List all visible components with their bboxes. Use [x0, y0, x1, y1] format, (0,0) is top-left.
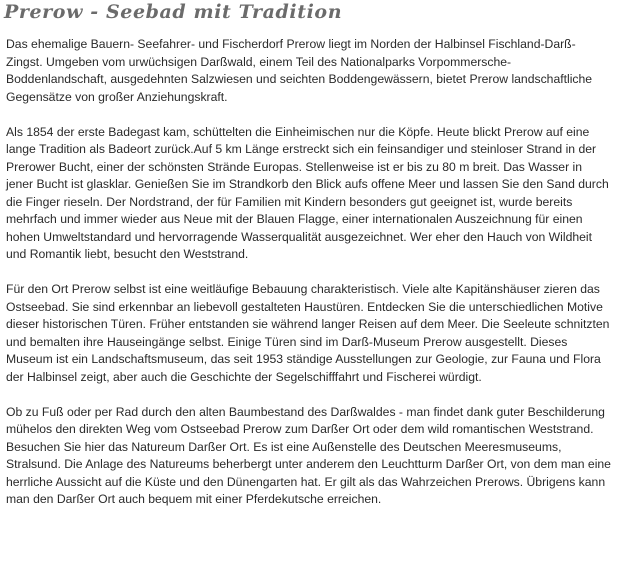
paragraph-town: Für den Ort Prerow selbst ist eine weitläufige Bebauung charakteristisch. Viele alte Kapitänshäuser zieren das Ostseebad. Sie sind erkennbar an liebevoll gestalteten Haustüren. Entdecken Sie die unterschiedlichen Motive dieser historischen Türen. Früher entstanden sie während langer Reisen auf dem Meer. Die Seeleute schnitzten und bemalten ihre Hauseingänge selbst. Einige Türen sind im Darß-Museum Prerow ausgestellt. Dieses Museum ist ein Landschaftsmuseum, das seit 1953 ständige Ausstellungen zur Geologie, zur Fauna und Flora der Halbinsel zeigt, aber auch die Geschichte der Segelschifffahrt und Fischerei würdigt.	[6, 282, 610, 384]
page-title: Prerow - Seebad mit Tradition	[4, 1, 343, 23]
paragraph-beach: Als 1854 der erste Badegast kam, schüttelten die Einheimischen nur die Köpfe. Heute blickt Prerow auf eine lange Tradition als Badeort zurück.Auf 5 km Länge erstreckt sich ein feinsandiger und steinloser Strand in der Prerower Bucht, einer der schönsten Strände Europas. Stellenweise ist er bis zu 80 m breit. Das Wasser in jener Bucht ist glasklar. Genießen Sie im Strandkorb den Blick aufs offene Meer und lassen Sie den Sand durch die Finger rieseln. Der Nordstrand, der für Familien mit Kindern besonders gut geeignet ist, wurde bereits mehrfach und immer wieder aus Neue mit der Blauen Flagge, einer internationalen Auszeichnung für einen hohen Umweltstandard und hervorragende Wasserqualität ausgezeichnet. Wer eher den Hauch von Wildheit und Romantik liebt, besucht den Weststrand.	[6, 124, 609, 261]
paragraph-darsswald: Ob zu Fuß oder per Rad durch den alten Baumbestand des Darßwaldes - man findet dank guter Beschilderung mühelos den direkten Weg vom Ostseebad Prerow zum Darßer Ort oder dem wild romantischen Weststrand. Besuchen Sie hier das Natureum Darßer Ort. Es ist eine Außenstelle des Deutschen Meeresmuseums, Stralsund. Die Anlage des Natureums beherbergt unter anderem den Leuchtturm Darßer Ort, von dem man eine herrliche Aussicht auf die Küste und den Dünengarten hat. Er gilt als das Wahrzeichen Prerows. Übrigens kann man den Darßer Ort auch bequem mit einer Pferdekutsche erreichen.	[6, 404, 611, 506]
paragraph-intro: Das ehemalige Bauern- Seefahrer- und Fischerdorf Prerow liegt im Norden der Halbinsel Fischland-Darß-Zingst. Umgeben vom urwüchsigen Darßwald, einem Teil des Nationalparks Vorpommersche-Boddenlandschaft, ausgedehnten Salzwiesen und seichten Boddengewässern, bietet Prerow landschaftliche Gegensätze von großer Anziehungskraft.	[6, 37, 593, 104]
article-body	[6, 36, 612, 509]
